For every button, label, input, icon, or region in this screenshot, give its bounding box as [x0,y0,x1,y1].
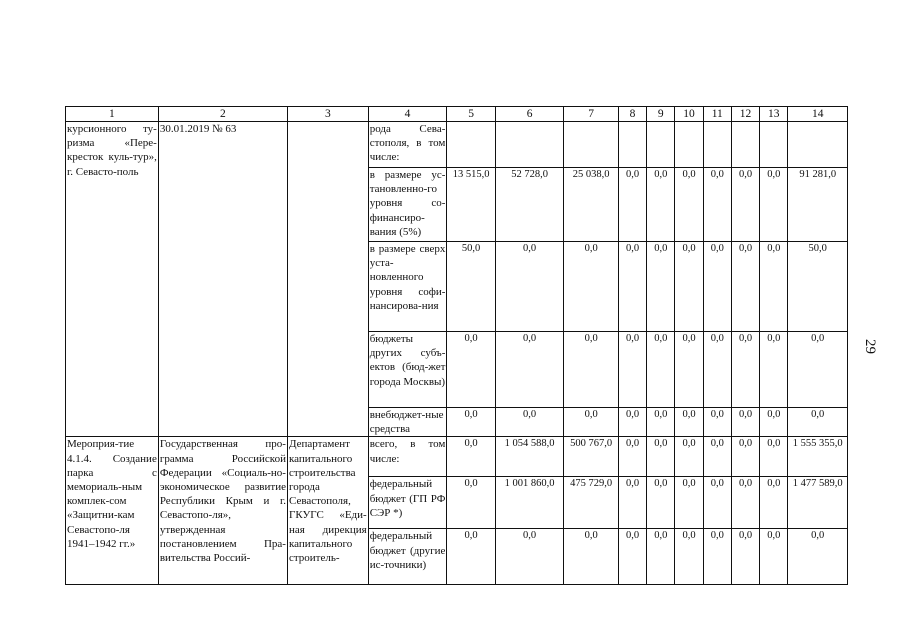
table-row [66,437,848,477]
column-header: 7 [564,107,618,122]
value-cell: 50,0 [788,242,848,332]
cell-col2: 30.01.2019 № 63 [158,122,287,437]
cell-col2: Государственная про-грамма Российской Федерации «Социаль-но-экономическое развитие Республики Крым и г. Севастопо-ля», утвержденная постановлением Пра-вительства Россий- [158,437,287,585]
value-cell: 0,0 [788,529,848,585]
value-cell: 0,0 [495,529,564,585]
value-cell: 0,0 [675,437,703,477]
value-cell: 0,0 [703,332,731,408]
cell-col3 [287,122,368,437]
value-cell: 0,0 [703,437,731,477]
value-cell: 0,0 [760,477,788,529]
value-cell: 0,0 [647,437,675,477]
value-cell: 0,0 [647,477,675,529]
value-cell [447,122,495,168]
page-number: 29 [862,339,878,354]
value-cell: 0,0 [760,437,788,477]
value-cell: 0,0 [647,332,675,408]
value-cell: 0,0 [647,408,675,437]
value-cell: 1 001 860,0 [495,477,564,529]
value-cell: 0,0 [618,332,646,408]
value-cell: 0,0 [564,529,618,585]
value-cell: 0,0 [495,408,564,437]
value-cell [675,122,703,168]
value-cell: 0,0 [760,332,788,408]
value-cell: 0,0 [647,242,675,332]
value-cell: 13 515,0 [447,168,495,242]
value-cell: 0,0 [788,408,848,437]
value-cell: 0,0 [647,168,675,242]
value-cell: 0,0 [760,529,788,585]
value-cell: 0,0 [447,529,495,585]
column-header: 10 [675,107,703,122]
value-cell [731,122,759,168]
funding-source-cell: в размере ус-тановленно-го уровня со-финансиро-вания (5%) [368,168,447,242]
value-cell: 0,0 [703,408,731,437]
cell-col1: курсионного ту-ризма «Пере-кресток куль-тур», г. Севасто-поль [66,122,159,437]
value-cell: 0,0 [731,332,759,408]
value-cell: 0,0 [495,332,564,408]
column-header: 14 [788,107,848,122]
value-cell: 0,0 [618,437,646,477]
funding-source-cell: всего, в том числе: [368,437,447,477]
table-header [66,107,848,122]
value-cell: 91 281,0 [788,168,848,242]
value-cell: 0,0 [760,242,788,332]
column-header: 13 [760,107,788,122]
value-cell: 0,0 [618,529,646,585]
value-cell: 0,0 [703,168,731,242]
column-header: 5 [447,107,495,122]
value-cell: 1 054 588,0 [495,437,564,477]
value-cell: 0,0 [618,477,646,529]
value-cell [760,122,788,168]
value-cell: 475 729,0 [564,477,618,529]
value-cell: 0,0 [703,242,731,332]
value-cell: 0,0 [731,408,759,437]
value-cell [647,122,675,168]
value-cell [618,122,646,168]
column-header: 4 [368,107,447,122]
table-row [66,122,848,168]
value-cell: 0,0 [675,242,703,332]
value-cell: 1 555 355,0 [788,437,848,477]
value-cell: 0,0 [788,332,848,408]
value-cell: 0,0 [731,168,759,242]
value-cell: 52 728,0 [495,168,564,242]
value-cell: 0,0 [760,168,788,242]
column-header: 6 [495,107,564,122]
funding-source-cell: в размере сверх уста-новленного уровня софи-нансирова-ния [368,242,447,332]
funding-source-cell: федеральный бюджет (ГП РФ СЭР *) [368,477,447,529]
column-header: 2 [158,107,287,122]
value-cell: 0,0 [675,408,703,437]
value-cell: 0,0 [447,477,495,529]
value-cell: 0,0 [703,529,731,585]
value-cell: 0,0 [495,242,564,332]
value-cell [788,122,848,168]
value-cell: 0,0 [564,408,618,437]
value-cell: 0,0 [447,437,495,477]
value-cell: 0,0 [647,529,675,585]
column-header: 12 [731,107,759,122]
value-cell: 0,0 [618,242,646,332]
value-cell: 1 477 589,0 [788,477,848,529]
value-cell: 0,0 [618,168,646,242]
cell-col3: Департамент капитального строительства города Севастополя, ГКУГС «Еди-ная дирекция капитального строитель- [287,437,368,585]
value-cell: 0,0 [564,242,618,332]
value-cell: 0,0 [731,242,759,332]
value-cell [564,122,618,168]
value-cell: 0,0 [675,332,703,408]
value-cell: 0,0 [731,477,759,529]
value-cell: 0,0 [675,477,703,529]
column-header: 11 [703,107,731,122]
value-cell: 0,0 [760,408,788,437]
budget-table [65,106,848,585]
value-cell: 0,0 [731,529,759,585]
column-header: 9 [647,107,675,122]
value-cell: 0,0 [703,477,731,529]
value-cell: 25 038,0 [564,168,618,242]
value-cell: 0,0 [447,408,495,437]
funding-source-cell: федеральный бюджет (другие ис-точники) [368,529,447,585]
funding-source-cell: рода Сева-стополя, в том числе: [368,122,447,168]
value-cell: 0,0 [564,332,618,408]
value-cell: 0,0 [675,168,703,242]
value-cell: 0,0 [675,529,703,585]
column-header: 8 [618,107,646,122]
funding-source-cell: бюджеты других субъ-ектов (бюд-жет города Москвы) [368,332,447,408]
value-cell [703,122,731,168]
value-cell [495,122,564,168]
value-cell: 500 767,0 [564,437,618,477]
column-header: 3 [287,107,368,122]
value-cell: 0,0 [618,408,646,437]
value-cell: 50,0 [447,242,495,332]
column-header: 1 [66,107,159,122]
cell-col1: Мероприя-тие 4.1.4. Создание парка с мемориаль-ным комплек-сом «Защитни-кам Севастопо-ля 1941–1942 гг.» [66,437,159,585]
value-cell: 0,0 [447,332,495,408]
funding-source-cell: внебюджет-ные средства [368,408,447,437]
value-cell: 0,0 [731,437,759,477]
